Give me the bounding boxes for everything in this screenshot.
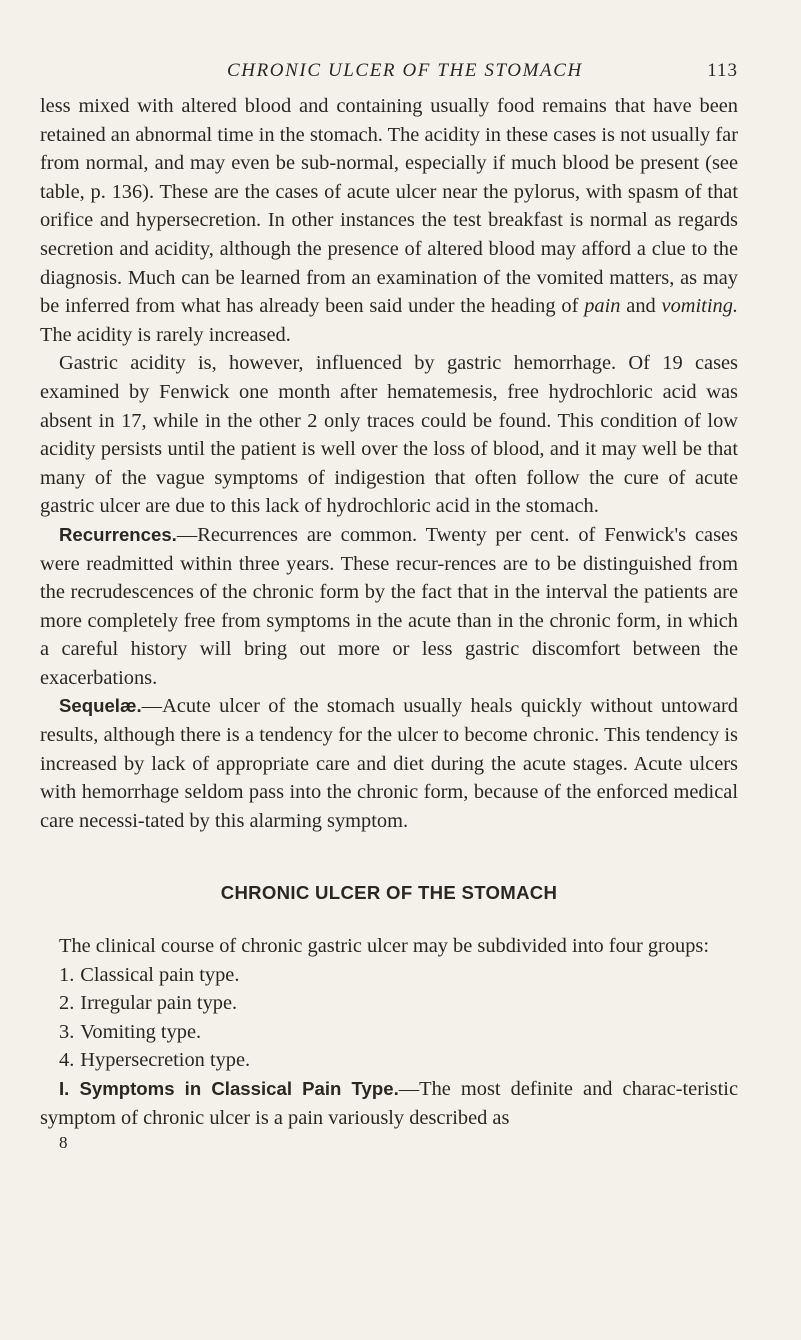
groups-list (40, 961, 738, 1075)
body-text (40, 92, 738, 1154)
emphasis-pain: pain (584, 295, 621, 318)
paragraph-gastric-acidity (40, 349, 738, 521)
emphasis-vomiting: vomiting. (661, 295, 738, 318)
paragraph-text: The clinical course of chronic gastric ulcer may be subdivided into four groups: (59, 935, 710, 958)
paragraph-text: Gastric acidity is, however, influenced by gastric hemorrhage. Of 19 cases examined by Fenwick one month after hematemesis, free hydrochloric acid was absent in 17, while in the other 2 only traces could be found. This condition of low acidity persists until the patient is well over the loss of blood, and it may well be that many of the vague symptoms of indigestion that often follow the cure of acute gastric ulcer are due to this lack of hydrochloric acid in the stomach. (40, 352, 738, 518)
paragraph-text: and (620, 295, 662, 318)
paragraph-classical-pain (40, 1075, 738, 1132)
signature-mark: 8 (59, 1133, 68, 1153)
section-intro (40, 932, 738, 961)
running-title: CHRONIC ULCER OF THE STOMACH (227, 60, 583, 81)
page-number: 113 (707, 60, 738, 81)
run-in-heading-recurrences: Recurrences. (59, 523, 177, 545)
list-item (40, 989, 738, 1018)
section-heading: CHRONIC ULCER OF THE STOMACH (220, 882, 558, 904)
paragraph-recurrences (40, 521, 738, 693)
list-label: Vomiting type. (80, 1020, 202, 1043)
list-item (40, 1018, 738, 1047)
paragraph-continuation (40, 92, 738, 349)
list-number: 3. (59, 1020, 75, 1043)
paragraph-text: —Acute ulcer of the stomach usually heals quickly without untoward results, although there is a tendency for the ulcer to become chronic. This tendency is increased by lack of appropriate care and diet during the acute stages. Acute ulcers with hemorrhage seldom pass into the chronic form, because of the enforced medical care necessi-tated by this alarming symptom. (40, 695, 738, 832)
book-page (40, 60, 738, 1154)
paragraph-text: —The most definite and charac-teristic symptom of chronic ulcer is a pain variously described as (40, 1078, 739, 1129)
paragraph-text: —Recurrences are common. Twenty per cent. of Fenwick's cases were readmitted within three years. These recur-rences are to be distinguished from the recrudescences of the chronic form by the fact that in the interval the patients are more completely free from symptoms in the acute than in the chronic form, in which a careful history will bring out more or less gastric discomfort between the exacerbations. (40, 523, 738, 689)
list-label: Hypersecretion type. (80, 1049, 251, 1072)
run-in-heading-sequelae: Sequelæ. (59, 695, 142, 717)
paragraph-text: less mixed with altered blood and containing usually food remains that have been retained an abnormal time in the stomach. The acidity in these cases is not usually far from normal, and may even be sub-normal, especially if much blood be present (see table, p. 136). These are the cases of acute ulcer near the pylorus, with spasm of that orifice and hypersecretion. In other instances the test breakfast is normal as regards secretion and acidity, although the presence of altered blood may afford a clue to the diagnosis. Much can be learned from an examination of the vomited matters, as may be inferred from what has already been said under the heading of (40, 95, 738, 318)
list-number: 2. (59, 992, 75, 1015)
list-number: 1. (59, 963, 75, 986)
list-label: Classical pain type. (80, 963, 240, 986)
running-head (40, 60, 738, 92)
paragraph-text: The acidity is rarely increased. (40, 323, 291, 346)
list-number: 4. (59, 1049, 75, 1072)
list-item (40, 1046, 738, 1075)
run-in-heading-classical-pain: I. Symptoms in Classical Pain Type. (59, 1078, 399, 1099)
paragraph-sequelae (40, 692, 738, 835)
list-label: Irregular pain type. (80, 992, 238, 1015)
list-item (40, 961, 738, 990)
